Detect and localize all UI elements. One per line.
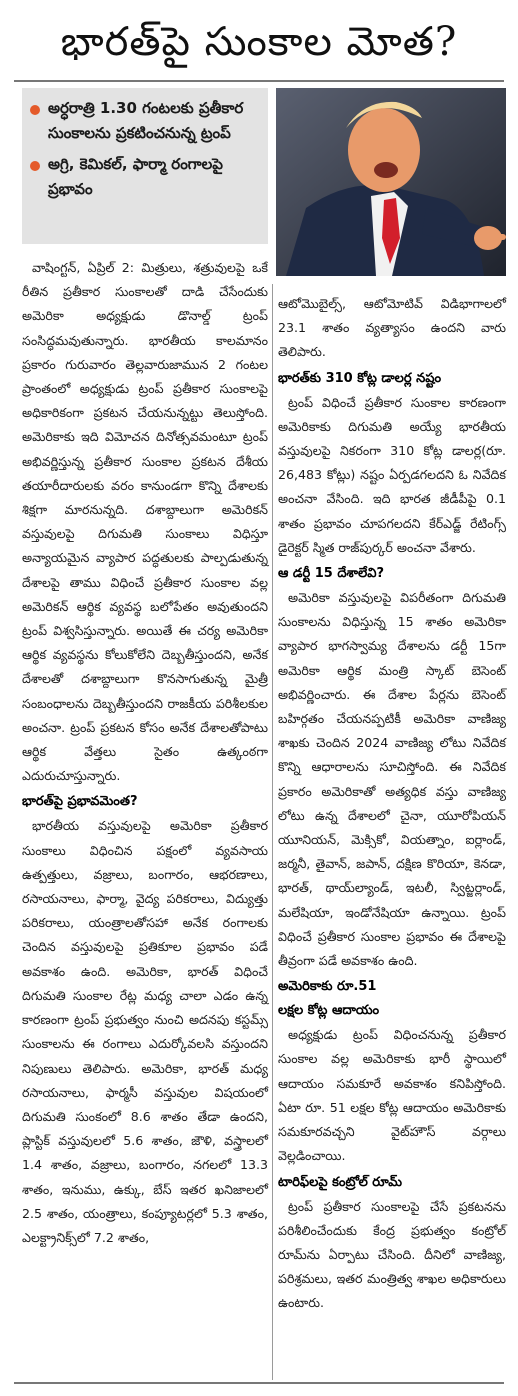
section-heading: ఆ డర్టీ 15 దేశాలేవి? [278, 566, 385, 582]
article-paragraph: ట్రంప్‌ ప్రతీకార సుంకాలపై చేసే ప్రకటనను పరిశీలించేందుకు కేంద్ర ప్రభుత్వం కంట్రోల్‌ రూమ్‌ను ఏర్పాటు చేసింది. దీనిలో వాణిజ్య, పరిశ్రమలు, ఇతర మంత్రిత్వ శాఖల అధికారులు ఉంటారు. [278, 1198, 506, 1311]
section-heading: భారత్‌కు 310 కోట్ల డాలర్ల నష్టం [278, 370, 442, 386]
highlight-text: అర్ధరాత్రి 1.30 గంటలకు ప్రతీకార సుంకాలను ప్రకటించనున్న ట్రంప్ [48, 99, 244, 142]
headline-rule [14, 80, 504, 82]
man-pointing-photo [276, 88, 506, 276]
article-paragraph: వాషింగ్టన్‌, ఏప్రిల్‌ 2: మిత్రులు, శత్రువులపై ఒకే రీతిన ప్రతీకార సుంకాలతో దాడి చేసేందుకు అమెరికా అధ్యక్షుడు డొనాల్డ్‌ ట్రంప్‌ సంసిద్ధమవుతున్నారు. భారతీయ కాలమానం ప్రకారం గురువారం తెల్లవారుజామున 2 గంటల ప్రాంతంలో అధ్యక్షుడు ట్రంప్‌ ప్రతీకార సుంకాలపై అధికారికంగా ప్రకటన చేయనున్నట్టు తెలుస్తోంది. అమెరికాకు ఇది విమోచన దినోత్సవమంటూ ట్రంప్‌ అభివర్ణిస్తున్న ప్రతీకార సుంకాల ప్రకటన దేశీయ తయారీదారులకు వరం కానుండగా కొన్ని దేశాలకు శిక్షగా మారనున్నది. దశాబ్దాలుగా అమెరికన్‌ వస్తువులపై దిగుమతి సుంకాలు విధిస్తూ అన్యాయమైన వ్యాపార పద్ధతులకు పాల్పడుతున్న దేశాలపై తాము విధించే ప్రతీకార సుంకాల వల్ల అమెరికన్‌ ఆర్థిక వ్యవస్థ బలోపేతం అవుతుందని ట్రంప్‌ విశ్వసిస్తున్నారు. అయితే ఈ చర్య అమెరికా ఆర్థిక వ్యవస్థను కోలుకోలేని దెబ్బతీస్తుందని, అనేక దేశాలతో దశాబ్దాలుగా కొనసాగుతున్న మైత్రీ సంబంధాలను దెబ్బతీస్తుందని రాజకీయ పరిశీలకుల అంచనా. ట్రంప్‌ ప్రకటన కోసం అనేక దేశాలతోపాటు ఆర్థిక వేత్తలు సైతం ఉత్కంఠగా ఎదురుచూస్తున్నారు. [22, 260, 268, 784]
highlight-item [30, 96, 262, 146]
section-heading: భారత్‌పై ప్రభావమెంత? [22, 794, 138, 810]
bullet-icon [30, 161, 40, 171]
article-paragraph: అమెరికా వస్తువులపై విపరీతంగా దిగుమతి సుంకాలను విధిస్తున్న 15 శాతం అమెరికా వ్యాపార భాగస్వామ్య దేశాలను డర్టీ 15గా అమెరికా ఆర్థిక మంత్రి స్కాట్‌ బెసెంట్‌ అభివర్ణించారు. ఈ దేశాల పేర్లను బెసెంట్‌ బహిర్గతం చేయనప్పటికీ అమెరికా వాణిజ్య శాఖకు చెందిన 2024 వాణిజ్య లోటు నివేదిక కొన్ని ఆధారాలను సూచిస్తోంది. ఈ నివేదిక ప్రకారం అమెరికాతో అత్యధిక వస్తు వాణిజ్య లోటు ఉన్న దేశాలలో చైనా, యూరోపియన్‌ యూనియన్‌, మెక్సికో, వియత్నాం, ఐర్లాండ్‌, జర్మనీ, తైవాన్‌, జపాన్‌, దక్షిణ కొరియా, కెనడా, భారత్‌, థాయ్‌ల్యాండ్‌, ఇటలీ, స్విట్జర్లాండ్‌, మలేషియా, ఇండోనేషియా ఉన్నాయి. ట్రంప్‌ విధించే ప్రతీకార సుంకాల ప్రభావం ఈ దేశాలపై తీవ్రంగా పడే అవకాశం ఉంది. [278, 590, 506, 969]
highlight-text: అగ్రి, కెమికల్‌, ఫార్మా రంగాలపై ప్రభావం [48, 155, 223, 198]
article-column-right [278, 292, 506, 1316]
column-divider [272, 284, 273, 1380]
article-paragraph: ట్రంప్‌ విధించే ప్రతీకార సుంకాల కారణంగా అమెరికాకు దిగుమతి అయ్యే భారతీయ వస్తువులపై నికరంగా 310 కోట్ల డాలర్ల(రూ. 26,483 కోట్లు) నష్టం ఏర్పడగలదని ఓ నివేదిక అంచనా వేసింది. ఇది భారత జీడీపీపై 0.1 శాతం ప్రభావం చూపగలదని కేర్‌ఎడ్జ్‌ రేటింగ్స్‌ డైరెక్టర్‌ స్మిత రాజ్‌పుర్కర్‌ అంచనా వేశారు. [278, 394, 506, 555]
section-heading: లక్షల కోట్ల ఆదాయం [278, 1003, 380, 1019]
news-photo [276, 88, 506, 276]
article-paragraph: భారతీయ వస్తువులపై అమెరికా ప్రతీకార సుంకాలు విధించిన పక్షంలో వ్యవసాయ ఉత్పత్తులు, వజ్రాలు, బంగారం, ఆభరణాలు, రసాయనాలు, ఫార్మా, వైద్య పరికరాలు, విద్యుత్తు పరికరాలు, యంత్రాలతోసహా అనేక రంగాలకు చెందిన వస్తువులపై ప్రతికూల ప్రభావం పడే అవకాశం ఉంది. అమెరికా, భారత్‌ విధించే దిగుమతి సుంకాల రేట్ల మధ్య చాలా ఎడం ఉన్న కారణంగా ట్రంప్‌ ప్రభుత్వం నుంచి అదనపు కస్టమ్స్‌ సుంకాలను ఈ రంగాలు ఎదుర్కోవలసి వస్తుందని నిపుణులు తెలిపారు. అమెరికా, భారత్‌ మధ్య రసాయనాలు, ఫార్మసీ వస్తువుల విషయంలో దిగుమతి సుంకంలో 8.6 శాతం తేడా ఉందని, ప్లాస్టిక్‌ వస్తువులలో 5.6 శాతం, జౌళి, వస్త్రాలలో 1.4 శాతం, వజ్రాలు, బంగారం, నగలలో 13.3 శాతం, ఇనుము, ఉక్కు, బేస్‌ ఇతర ఖనిజాలలో 2.5 శాతం, యంత్రాలు, కంప్యూటర్లలో 5.3 శాతం, ఎలక్ట్రానిక్స్‌లో 7.2 శాతం, [22, 818, 268, 1245]
highlights-box [22, 88, 268, 244]
article-paragraph: ఆటోమొబైల్స్‌, ఆటోమోటివ్‌ విడిభాగాలలో 23.1 శాతం వ్యత్యాసం ఉందని వారు తెలిపారు. [278, 296, 506, 360]
bottom-rule [14, 1382, 504, 1384]
section-heading: అమెరికాకు రూ.51 [278, 979, 377, 995]
article-column-left [22, 256, 268, 1250]
article-paragraph: అధ్యక్షుడు ట్రంప్‌ విధించనున్న ప్రతీకార సుంకాల వల్ల అమెరికాకు భారీ స్థాయిలో ఆదాయం సమకూరే అవకాశం కనిపిస్తోంది. ఏటా రూ. 51 లక్షల కోట్ల ఆదాయం అమెరికాకు సమకూరవచ్చని వైట్‌హౌస్‌ వర్గాలు వెల్లడించాయి. [278, 1027, 506, 1164]
section-heading: టారిఫ్‌లపై కంట్రోల్‌ రూమ్‌ [278, 1174, 402, 1190]
highlight-item [30, 152, 262, 202]
headline: భారత్‌పై సుంకాల మోత? [60, 19, 458, 65]
bullet-icon [30, 105, 40, 115]
